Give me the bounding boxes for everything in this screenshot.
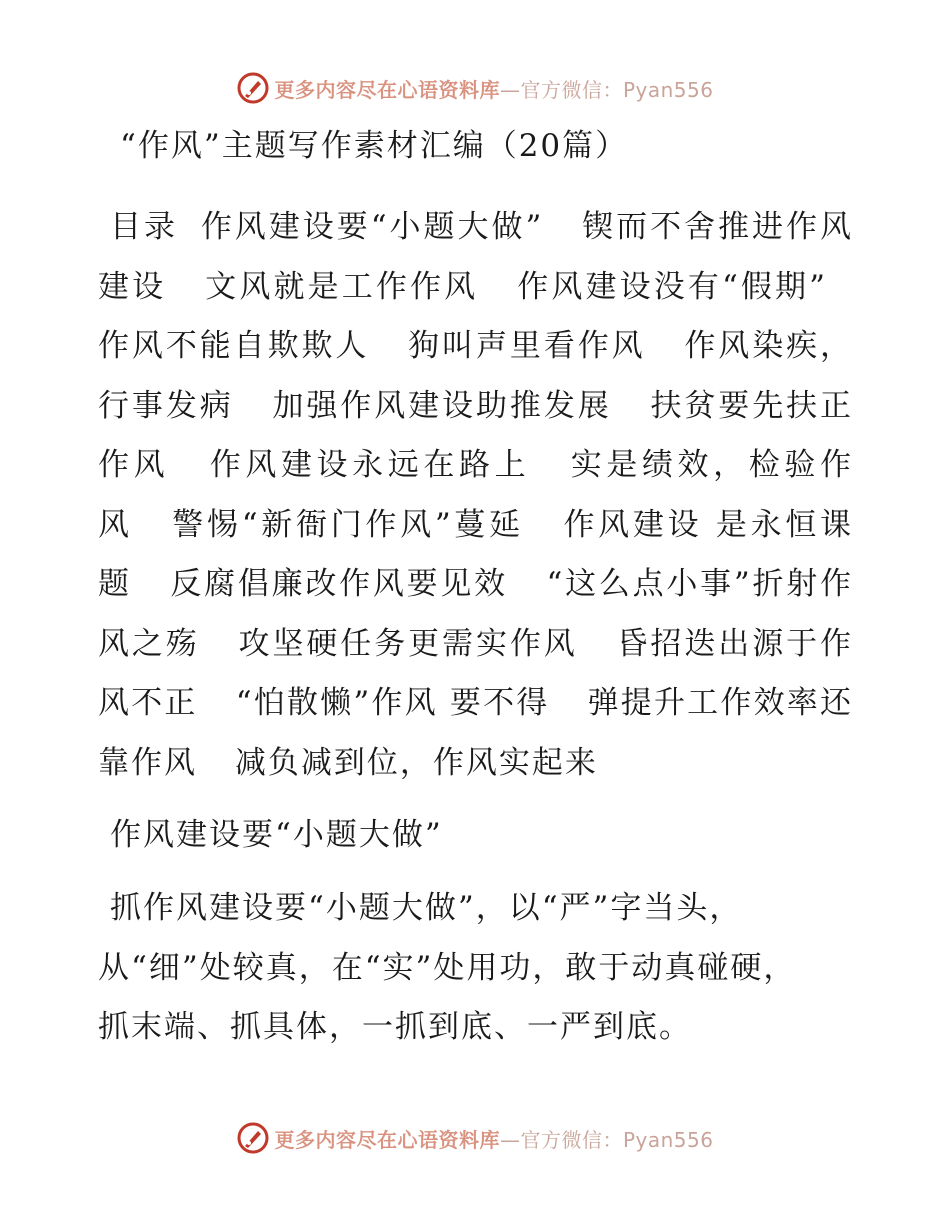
watermark-banner-bottom xyxy=(0,1118,950,1158)
toc-item: “这么点小事”折射作风之殇 xyxy=(98,566,854,662)
toc-item: 弹提升工作效率还靠作风 xyxy=(98,685,853,781)
toc-item: 作风建设永远在路上 xyxy=(209,447,531,483)
toc-item: 实是绩效，检验作风 xyxy=(98,447,854,543)
toc-item: 警惕“新衙门作风”蔓延 xyxy=(172,506,524,543)
toc-item: 加强作风建设助推发展 xyxy=(272,387,612,424)
toc-item: 锲而不舍推进作风建设 xyxy=(98,209,854,305)
toc-item: 昏招迭出源于作风不正 xyxy=(98,625,854,721)
toc-item: 狗叫声里看作风 xyxy=(408,328,646,364)
toc-label: 目录 xyxy=(110,209,178,245)
toc-item: 作风不能自欺欺人 xyxy=(98,328,370,364)
toc-item: 作风染疾，行事发病 xyxy=(98,328,854,424)
section-heading: 作风建设要“小题大做” xyxy=(110,817,443,853)
document-title: “作风”主题写作素材汇编（20篇） xyxy=(120,128,629,164)
watermark-banner-top xyxy=(0,68,950,108)
table-of-contents xyxy=(98,198,853,793)
watermark-text: 更多内容尽在心语资料库—官方微信：Pyan556 xyxy=(274,77,714,102)
toc-item: 减负减到位，作风实起来 xyxy=(234,744,598,781)
toc-item: 作风建设没有“假期” xyxy=(517,268,828,305)
toc-item: 作风建设要“小题大做” xyxy=(200,209,544,245)
toc-item: 反腐倡廉改作风要见效 xyxy=(170,566,508,602)
toc-item: 作风建设 是永恒课题 xyxy=(98,506,854,602)
watermark-text: 更多内容尽在心语资料库—官方微信：Pyan556 xyxy=(274,1127,714,1152)
section-paragraph: 抓作风建设要“小题大做”，以“严”字当头，从“细”处较真，在“实”处用功，敢于动真碰硬，抓末端、抓具体，一抓到底、一严到底。 xyxy=(98,890,797,1045)
pen-nib-circle-icon xyxy=(236,1121,270,1155)
toc-item: “怕散懒”作风 要不得 xyxy=(235,685,550,721)
pen-nib-circle-icon xyxy=(236,71,270,105)
toc-item: 攻坚硬任务更需实作风 xyxy=(238,625,578,662)
toc-item: 文风就是工作作风 xyxy=(205,268,479,305)
document-body xyxy=(98,120,853,1058)
toc-item: 扶贫要先扶正作风 xyxy=(98,387,854,483)
